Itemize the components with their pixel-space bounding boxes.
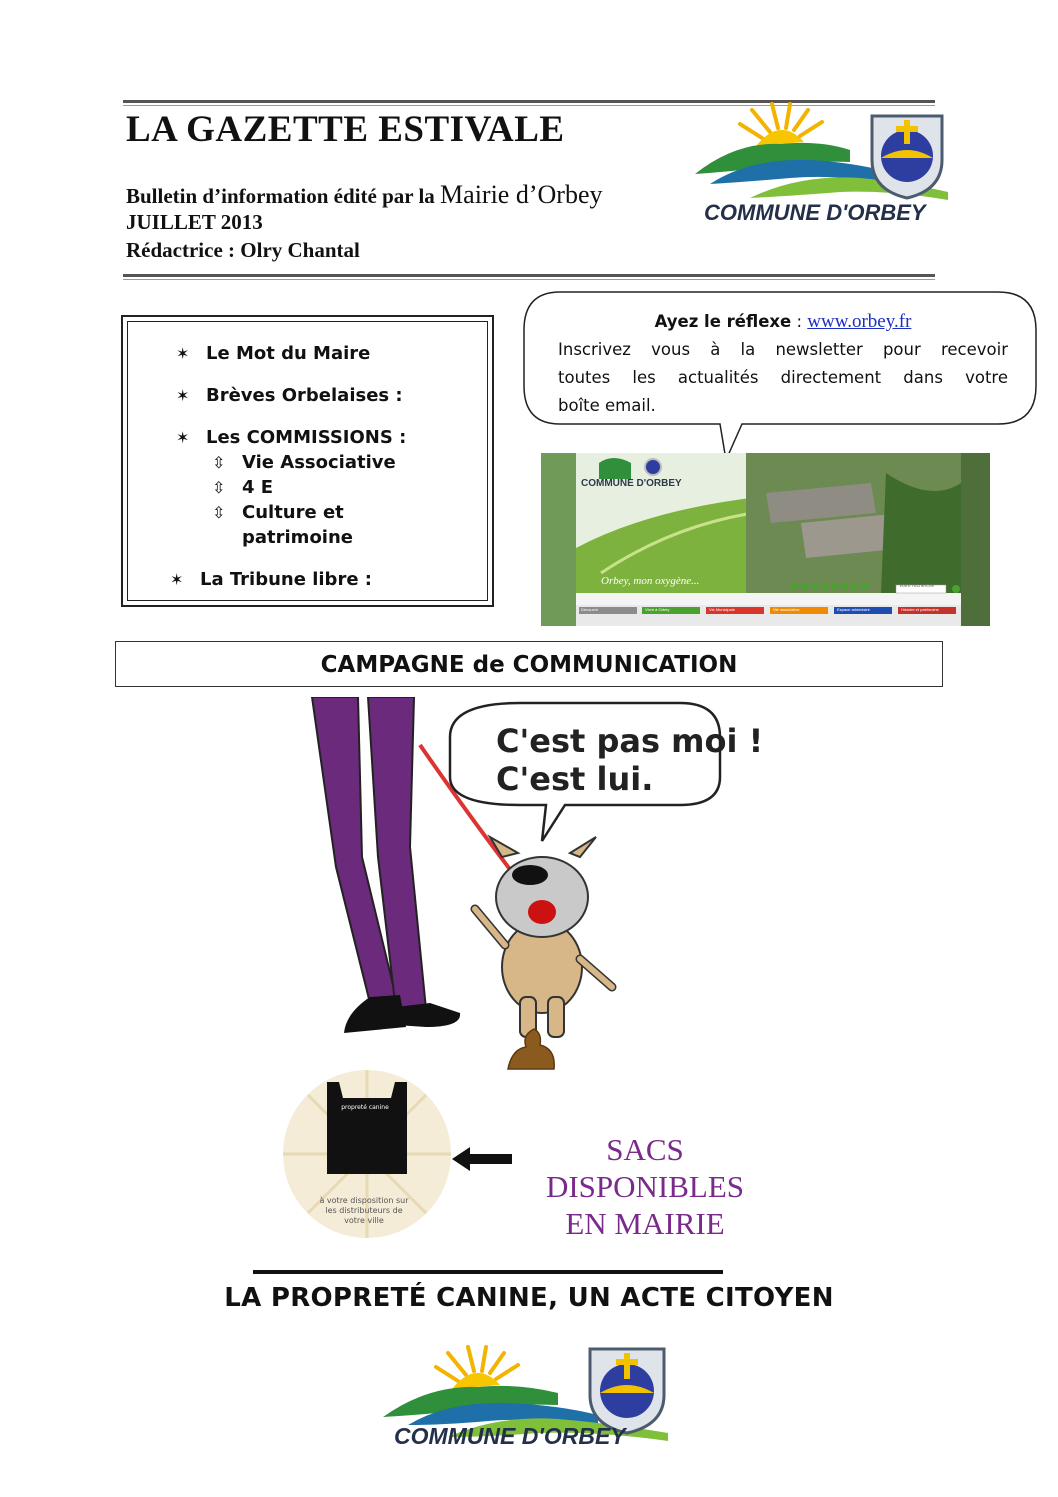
website-nav-item[interactable]: Découvrir <box>581 607 599 612</box>
bag-caption: à votre disposition sur les distributeurs de votre ville <box>319 1196 409 1225</box>
star-icon: ✶ <box>170 570 184 589</box>
arrow-icon: ⇳ <box>212 453 226 472</box>
toc-item-mot-du-maire[interactable] <box>176 343 370 364</box>
sacs-line-2: DISPONIBLES <box>545 1169 745 1204</box>
sacs-disponibles <box>520 1131 770 1242</box>
website-search-input[interactable]: Votre recherche <box>899 583 935 589</box>
toc-label: La Tribune libre : <box>200 569 372 590</box>
bubble-line-3: boîte email. <box>558 396 656 415</box>
toc-sublabel: Vie Associative <box>242 452 396 473</box>
bag-label: propreté canine <box>341 1104 389 1111</box>
dog-speech-line-1: C'est pas moi ! <box>496 722 764 760</box>
website-slogan: Orbey, mon oxygène... <box>601 575 700 587</box>
left-arrow-icon <box>452 1146 512 1172</box>
website-logo-text: COMMUNE D'ORBEY <box>581 478 682 489</box>
commune-logo-bottom <box>378 1345 672 1457</box>
website-nav-item[interactable]: Vie Municipale <box>709 607 735 612</box>
dog-speech-line-2: C'est lui. <box>496 760 654 798</box>
toc-subitem-patrimoine: patrimoine <box>242 527 353 548</box>
issue-date: JUILLET 2013 <box>126 210 263 234</box>
campaign-heading: CAMPAGNE de COMMUNICATION <box>115 641 943 687</box>
website-nav-item[interactable]: Vie associative <box>773 607 800 612</box>
sacs-line-1: SACS <box>606 1132 684 1167</box>
bulletin-line <box>126 180 602 210</box>
website-nav-item[interactable]: Vivre à Orbey <box>645 607 670 612</box>
sacs-line-3: EN MAIRIE <box>565 1206 725 1241</box>
commune-logo <box>690 102 952 226</box>
website-screenshot <box>541 453 990 626</box>
toc-subitem-culture[interactable] <box>212 502 344 523</box>
page-title: LA GAZETTE ESTIVALE <box>126 109 565 150</box>
website-nav-item[interactable]: Espace administré <box>837 607 870 612</box>
campaign-divider <box>253 1270 723 1274</box>
bubble-line-2: toutes les actualités directement dans votre <box>558 368 1008 387</box>
bubble-lead: Ayez le réflexe <box>654 312 792 331</box>
toc-item-breves[interactable] <box>176 385 403 406</box>
website-link[interactable]: www.orbey.fr <box>807 311 912 332</box>
header-bottom-rule <box>123 274 935 277</box>
bulletin-mairie: Mairie d’Orbey <box>440 180 603 209</box>
website-nav-item[interactable]: Histoire et patrimoine <box>901 607 939 612</box>
arrow-icon: ⇳ <box>212 503 226 522</box>
toc-label: Le Mot du Maire <box>206 343 371 364</box>
toc-item-tribune[interactable] <box>170 569 372 590</box>
star-icon: ✶ <box>176 428 190 447</box>
arrow-icon: ⇳ <box>212 478 226 497</box>
star-icon: ✶ <box>176 386 190 405</box>
dog-speech <box>496 722 763 798</box>
editor-line: Rédactrice : Olry Chantal <box>126 238 360 262</box>
bulletin-prefix: Bulletin d’information édité par la <box>126 184 435 208</box>
toc-label: Les COMMISSIONS : <box>206 427 407 448</box>
campaign-slogan: LA PROPRETÉ CANINE, UN ACTE CITOYEN <box>224 1283 834 1313</box>
website-nav <box>581 607 956 612</box>
toc-label: Brèves Orbelaises : <box>206 385 403 406</box>
logo-text: COMMUNE D'ORBEY <box>394 1423 626 1449</box>
bubble-sep: : <box>791 312 808 331</box>
toc-subitem-vie-associative[interactable] <box>212 452 396 473</box>
star-icon: ✶ <box>176 344 190 363</box>
logo-text: COMMUNE D'ORBEY <box>704 200 926 225</box>
toc-subitem-4e[interactable] <box>212 477 273 498</box>
toc-sublabel: Culture et <box>242 502 344 523</box>
toc-item-commissions[interactable] <box>176 427 406 448</box>
toc-sublabel: 4 E <box>242 477 274 498</box>
bubble-line-1: Inscrivez vous à la newsletter pour recevoir <box>558 340 1008 359</box>
bubble-headline <box>558 308 1008 336</box>
